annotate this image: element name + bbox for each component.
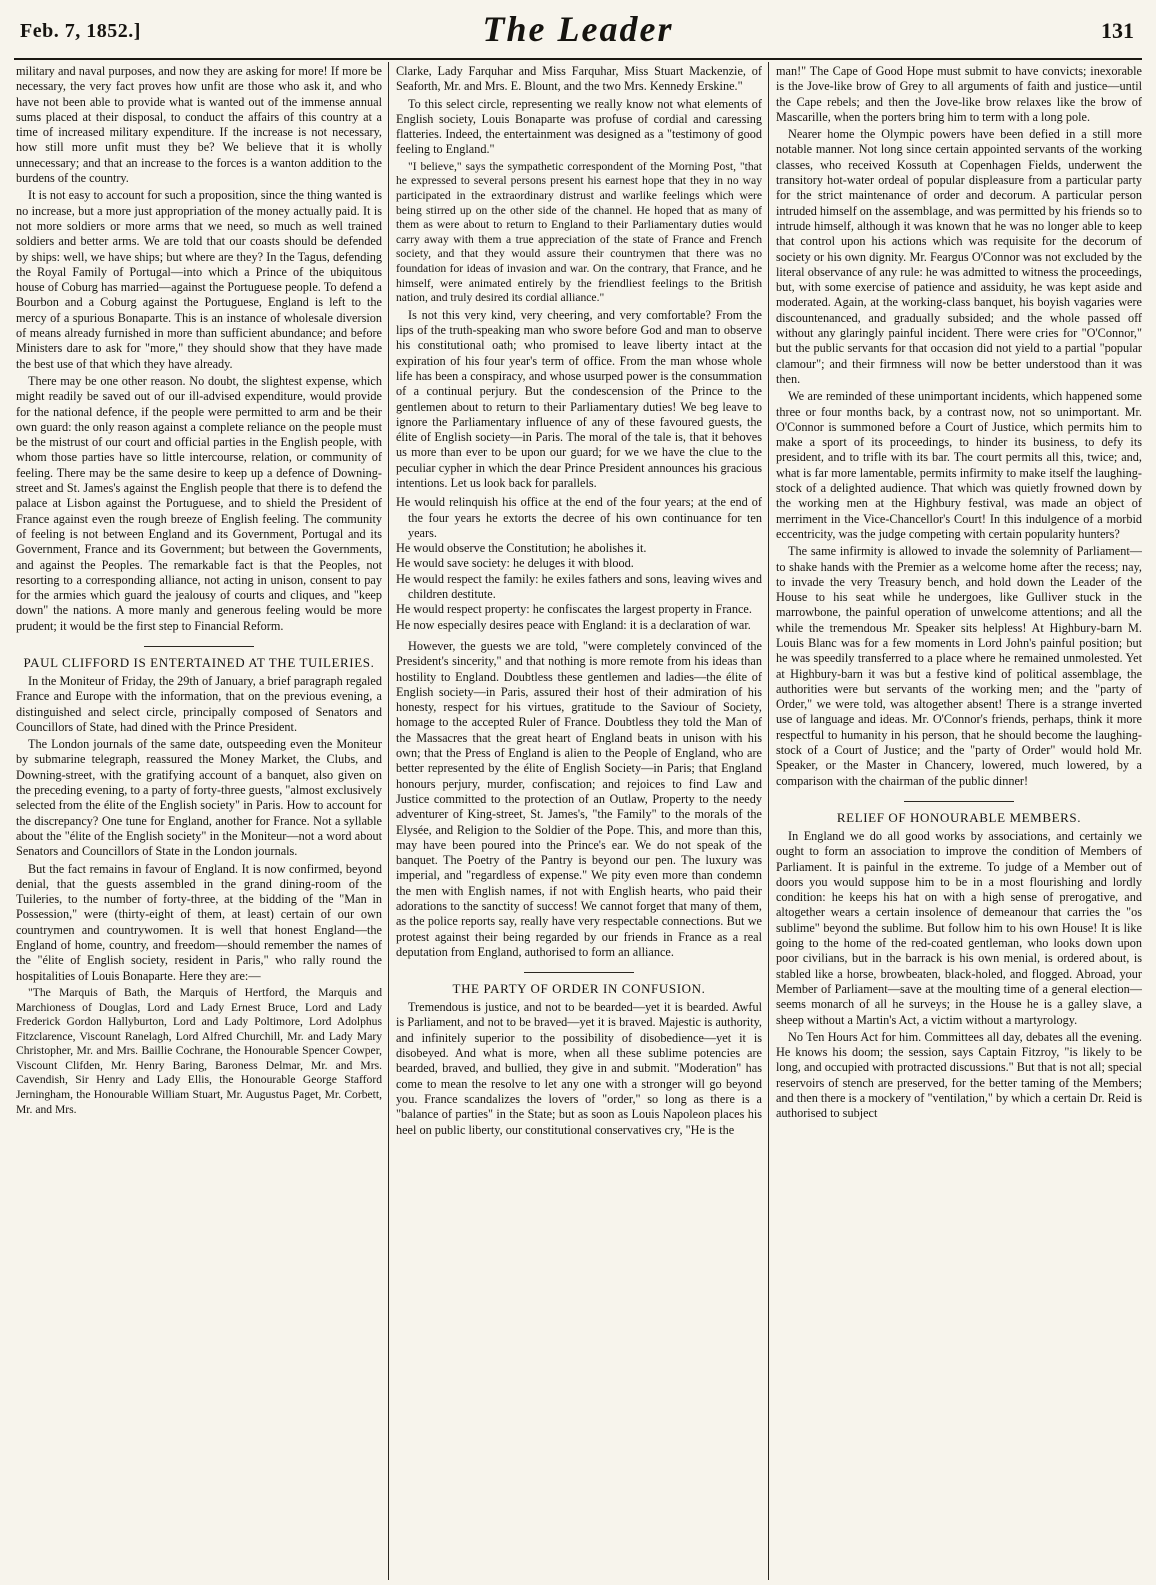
article-heading: THE PARTY OF ORDER IN CONFUSION. [452, 981, 706, 997]
column-1 [16, 64, 382, 1579]
paragraph: But the fact remains in favour of England. It is now confirmed, beyond denial, that the guests assembled in the grand dining-room of the Tuileries, to the number of forty-three, at the bidding of the "Man in Possession," were (thirty-eight of them, at least) certain of our own countrymen and countrywomen. It is well that honest England—the England of home, country, and freedom—should remember the names of the "élite of English society, resident in Paris," who rally round the hospitalities of Louis Bonaparte. Here they are:— [16, 861, 382, 983]
paragraph: It is not easy to account for such a proposition, since the thing wanted is no increase, but a more just appropriation of the money actually paid. It is not more soldiers or more arms that we need, so much as well trained soldiers and better arms. We are told that our coasts should be defended by ships: well, we have ships; but where are they? In the Tagus, defending the Royal Family of Portugal—into which a Prince of the ubiquitous house of Coburg has married—against the Portuguese people. To defend a Bourbon and a Coburg against the Portuguese, England is left to the mercy of a spurious Bonaparte. This is an instance of wholesale diversion of means already furnished in more than sufficient abundance; and before Ministers dare to ask for "more," they should show that they have made the best use of that which they have already. [16, 188, 382, 371]
paragraph: To this select circle, representing we really know not what elements of English society, Louis Bonaparte was profuse of cordial and caressing flatteries. Indeed, the entertainment was designed as a "testimony of good feeling to England." [396, 96, 762, 157]
paragraph: In England we do all good works by associations, and certainly we ought to form an association to improve the condition of Members of Parliament. It is painful in the extreme. To judge of a Member out of doors you would suppose him to be in a most flourishing and lordly condition: he keeps his hat on with a high sense of prerogative, and altogether wears a certain insolence of demeanour that carries the "os sublime" beyond the sublime. But follow him to his own House! It is like going to the home of the red-coated gentleman, who looks down upon poor civilians, but in the barrack is his own menial, is ordered about, is stabled like a horse, browbeaten, black-holed, and flogged. Abroad, your Member of Parliament—save at the moulting time of a general election—seems monarch of all he surveys; in the House he is a galley slave, a sheep without a Martin's Act, a victim without a martyrology. [776, 828, 1142, 1027]
page-header [0, 0, 1156, 62]
paragraph: Nearer home the Olympic powers have been defied in a still more notable manner. Not long since certain appointed servants of the working classes, who received Kossuth at Copenhagen Fields, underwent the transitory hot-water ordeal of popular displeasure from a particular party for the strict maintenance of order and decorum. A particular person intruded himself on the assemblage, and was permitted by his friends so to intrude himself, although it was known that he was no longer able to keep that control upon his actions which was requisite for the decorum of society or his own dignity. Mr. Feargus O'Connor was not excluded by the literal observance of any rule: he was admitted to witness the proceedings, but, with some exercise of patience and assiduity, he was kept aside and moderated. Again, at the working-class banquet, his boyish vagaries were discountenanced, and gradually subsided; and the whole passed off without any glaringly painful incident. There were cries for "O'Connor," but the public servants for that occasion did not yield to a partial "popular clamour"; and their firmness will now be better understood than it was then. [776, 127, 1142, 386]
paragraph: We are reminded of these unimportant incidents, which happened some three or four months back, by a contrast now, not so unimportant. Mr. O'Connor is summoned before a Court of Justice, which permits him to make a sport of its proceedings, to hinder its business, to defy its president, and to trifle with its bar. The court permits all this, twice; and, what is far more lamentable, permits infirmity to make itself the laughing-stock of a delighted audience. That which was quietly frowned down by the working men at the Highbury festival, was made an object of merriment in the Vice-Chancellor's Court! In this indulgence of a morbid eccentricity, was the judge competing with certain popularity hunters? [776, 389, 1142, 541]
paragraph: military and naval purposes, and now they are asking for more! If more be necessary, the very fact proves how unfit are those who ask it, and who have not been able to provide what is wanted out of the immense annual sums placed at their disposal, to conduct the affairs of this country at a time of increased military expenditure. If the increase is not necessary, how still more unfit must they be? We believe that it is wholly unnecessary; and that an increase to the forces is a wanton addition to the burdens of the country. [16, 64, 382, 186]
article-heading: PAUL CLIFFORD IS ENTERTAINED AT THE TUILERIES. [23, 654, 375, 670]
column-3 [776, 64, 1142, 1579]
list-item: He now especially desires peace with England: it is a declaration of war. [396, 617, 751, 632]
header-rule [14, 58, 1142, 60]
paragraph: Clarke, Lady Farquhar and Miss Farquhar, Miss Stuart Mackenzie, of Seaforth, Mr. and Mrs. E. Blount, and the two Mrs. Kennedy Erskine." [396, 64, 762, 94]
quotation: "I believe," says the sympathetic correspondent of the Morning Post, "that he expressed to several persons present his earnest hope that they in no way participated in the extraordinary distrust and warlike feelings which were being stirred up on the other side of the channel. He hoped that as many of them as were about to return to England to their Parliamentary duties would carry away with them a true appreciation of the state of France and French society, and that they would assure their countrymen that there was no foundation for ideas of invasion and war. On the contrary, that France, and he himself, were animated entirely by the friendliest feelings to the British nation, and truly desired its cordial alliance." [396, 159, 762, 305]
list-item: He would observe the Constitution; he abolishes it. [396, 541, 647, 556]
paragraph: There may be one other reason. No doubt, the slightest expense, which might readily be saved out of our ill-advised expenditure, would provide for the national defence, if the people were permitted to arm and be their own guard: the only reason against a complete reliance on the people must be the mistrust of our court and official parties in the English people, with whom those parties have so little intercourse, relation, or community of feeling. There may be the same desire to keep up a defence of Downing-street and St. James's against the English people that there is to defend the palace at Lisbon against the Portuguese, and to shield the President of France against even the rough breeze of English feeling. The community of feeling is not between England and its Government, Portugal and its Government, France and its Government; but between the Governments, and against the Peoples. The remarkable fact is that the Peoples, not resorting to a corresponding alliance, not acting in unison, consent to pay for the armies which guard the jealousy of courts and cliques, and "keep down" the nations. A more manly and generous feeling would be more prudent; it would be the first step to Financial Reform. [16, 373, 382, 633]
parallels-list [396, 495, 762, 633]
paragraph: No Ten Hours Act for him. Committees all day, debates all the evening. He knows his doom; the session, says Captain Fitzroy, "is likely to be long, and occupied with protracted discussions." But that is not all; special reservoirs of stench are preserved, for the better taming of the Members; and then there is a mockery of "ventilation," by which a certain Dr. Reid is authorised to subject [776, 1029, 1142, 1121]
masthead-title: The Leader [482, 9, 674, 49]
paragraph: Is not this very kind, very cheering, and very comfortable? From the lips of the truth-speaking man who swore before God and man to observe his constitutional oath; who promised to leave liberty intact at the expiration of his four year's term of office. From the man whose whole life has been a conspiracy, and whose usurped power is the consummation of a continual perjury. But the condescension of the Prince to the gentlemen about to return to their Parliamentary duties! We beg leave to ignore the Parliamentary influence of any of these favoured guests, the élite of English society—in Paris. The moral of the tale is, that it behoves us more than ever to be upon our guard; for we we have the clue to the peculiar cypher in which the dear Prince President announces his gracious intentions. Let us look back for parallels. [396, 307, 762, 490]
page-number: 131 [1101, 18, 1134, 43]
paragraph: man!" The Cape of Good Hope must submit to have convicts; inexorable is the Jove-like brow of Grey to all arguments of faith and justice—until the Cape rebels; and then the Jove-like brow relaxes like the brow of Mascarille, when the porters bring him to term with a long pole. [776, 64, 1142, 124]
section-rule [524, 972, 634, 973]
paragraph: The same infirmity is allowed to invade the solemnity of Parliament—to shake hands with the Premier as a welcome home after the recess; nay, to invade the very Treasury bench, and hold down the Leader of the House to his seat while he undergoes, like Gulliver stuck in the marrowbone, the painful operation of unwelcome attentions; and all the while the tremendous Mr. Speaker sits helpless! At Highbury-barn M. Louis Blanc was for a few moments in Lord John's painful position; but he was speedily transferred to a place where he remained unmolested. Yet at Highbury-barn it was but a festive kind of political assemblage, the authorities were but servants of the working men; and the "party of Order," we were told, was altogether absent! There is a strange inverted use of language and ideas. Mr. O'Connor's friends, perhaps, think it more respectful to humanity in his person, that he should become the laughing-stock of a Court of Justice; and the "party of Order" would hold Mr. Speaker, or the Master in Chancery, lowered, much lowered, by a comparison with the chairman of the public dinner! [776, 544, 1142, 788]
list-item: He would relinquish his office at the end of the four years; at the end of the four years he extorts the decree of his own continuance for ten years. [396, 495, 762, 540]
section-rule [904, 801, 1014, 802]
column-2 [396, 64, 762, 1579]
section-rule [144, 646, 254, 647]
column-divider [388, 62, 389, 1580]
paragraph: However, the guests we are told, "were completely convinced of the President's sincerity," and that nothing is more remote from his ideas than hostility to England. Doubtless these gentlemen and ladies—the élite of English society—in Paris, assured their host of their admiration of his honesty, respect for his virtues, gratitude to the Saviour of Society, homage to the accepted Ruler of France. Doubtless they told the Man of the Massacres that the great heart of England beats in unison with his own; that the Press of England is alien to the People of England, who are better represented by the élite of English Society—in Paris; that England honours perjury, murder, confiscation; and rejoices to find Law and Justice committed to the protection of an Outlaw, Property to the needy adventurer of King-street, St. James's, "the Family" to the morals of the Elysée, and Religion to the Soldier of the Pope. This, and more than this, may have been poured into the Prince's ear. We do not speak of the banquet. The Poetry of the Pantry is beyond our pen. The luxury was imperial, and "regardless of expense." We pity even more than condemn the men with English names, if not with English hearts, who paid their adorations to the sanctity of success! We cannot forget that many of them, as the police reports say, really have very respectable connections. But we protest against their being regarded by our friends in France as a real deputation from England, authorised to form an alliance. [396, 638, 762, 959]
paragraph: In the Moniteur of Friday, the 29th of January, a brief paragraph regaled France and Europe with the information, that on the previous evening, a distinguished and select circle, principally composed of Senators and Councillors of State, had dined with the Prince President. [16, 673, 382, 734]
list-item: He would respect property: he confiscates the largest property in France. [396, 602, 752, 617]
article-heading: RELIEF OF HONOURABLE MEMBERS. [836, 809, 1082, 825]
guest-list: "The Marquis of Bath, the Marquis of Hertford, the Marquis and Marchioness of Douglas, Lord and Lady Ernest Bruce, Lord and Lady Frederick Gordon Hallyburton, Lord and Lady Poltimore, Lord Adolphus Fitzclarence, Viscount Ranelagh, Lord Alfred Churchill, Mr. and Lady Mary Christopher, Mr. and Mrs. Baillie Cochrane, the Honourable Spencer Cowper, Viscount Clifden, Mr. Henry Baring, Baroness Delmar, Mr. and Mrs. Cavendish, Sir Henry and Lady Ellis, the Honourable George Stafford Jerningham, the Honourable William Stuart, Mr. Augustus Paget, Mr. Corbett, Mr. and Mrs. [16, 985, 382, 1116]
column-divider [768, 62, 769, 1580]
issue-date: Feb. 7, 1852.] [20, 20, 141, 42]
list-item: He would save society: he deluges it with blood. [396, 556, 634, 571]
list-item: He would respect the family: he exiles fathers and sons, leaving wives and children destitute. [396, 571, 762, 602]
paragraph: The London journals of the same date, outspeeding even the Moniteur by submarine telegraph, reassured the Money Market, the Clubs, and Downing-street, with the gratifying account of a banquet, also given on the preceding evening, to a party of forty-three guests, "almost exclusively selected from the élite of the English society" in Paris. How to account for the discrepancy? One tune for England, another for France. Not a syllable about the "élite of the English society" in the Moniteur—not a word about Senators and Councillors of State in the London journals. [16, 737, 382, 859]
paragraph: Tremendous is justice, and not to be bearded—yet it is bearded. Awful is Parliament, and not to be braved—yet it is braved. Majestic is authority, and infinitely superior to the possibility of disobedience—yet it is disobeyed. And what is more, when all these sublime potencies are bearded, braved, and bullied, they give in and submit. "Moderation" has come to mean the resolve to let any one with a stronger will go beyond you. France scandalizes the lovers of "order," so long as there is a "balance of parties" in the State; but as soon as Louis Napoleon places his heel on public liberty, our constitutional conservatives cry, "He is the [396, 1000, 762, 1137]
